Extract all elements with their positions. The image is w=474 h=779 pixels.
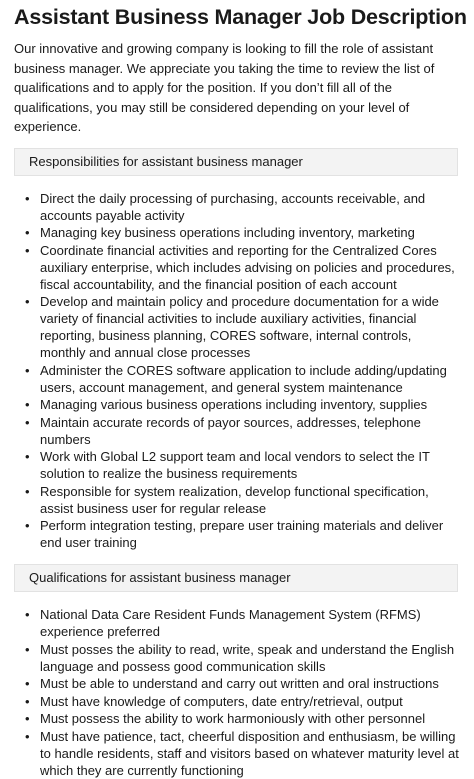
list-item bbox=[24, 606, 460, 640]
list-item bbox=[24, 728, 460, 779]
list-item-text: Work with Global L2 support team and local vendors to select the IT solution to realize the business requirements bbox=[40, 449, 430, 481]
list-item bbox=[24, 396, 460, 413]
list-item-text: Managing key business operations including inventory, marketing bbox=[40, 225, 415, 240]
list-item bbox=[24, 641, 460, 675]
list-item bbox=[24, 414, 460, 448]
bullet-icon: • bbox=[25, 225, 30, 240]
list-item-text: Administer the CORES software application to include adding/updating users, account management, and general system maintenance bbox=[40, 362, 447, 395]
list-item bbox=[24, 224, 460, 241]
bullet-icon: • bbox=[25, 483, 30, 499]
responsibilities-list bbox=[24, 190, 460, 552]
bullet-icon: • bbox=[25, 449, 30, 464]
list-item bbox=[24, 675, 460, 692]
list-item-text: Develop and maintain policy and procedure documentation for a wide variety of financial activities to include auxiliary activities, financial reporting, business planning, CORES software, internal controls, monthly and annual close processes bbox=[40, 294, 439, 360]
list-item-text: Responsible for system realization, develop functional specification, assist business user for regular release bbox=[40, 483, 429, 516]
bullet-icon: • bbox=[25, 414, 30, 430]
bullet-icon: • bbox=[25, 607, 30, 622]
list-item-text: Direct the daily processing of purchasing, accounts receivable, and accounts payable activity bbox=[40, 190, 426, 223]
bullet-icon: • bbox=[25, 294, 30, 309]
intro-paragraph: Our innovative and growing company is looking to fill the role of assistant business manager. We appreciate you taking the time to review the list of qualifications and to apply for the position. If you don’t fill all of the qualifications, you may still be considered depending on your level of experience. bbox=[14, 41, 435, 134]
bullet-icon: • bbox=[25, 190, 30, 206]
list-item bbox=[24, 362, 460, 396]
list-item-text: Must have patience, tact, cheerful disposition and enthusiasm, be willing to handle residents, staff and visitors based on whatever maturity level at which they are currently functioning bbox=[40, 728, 459, 778]
list-item bbox=[24, 448, 460, 482]
bullet-icon: • bbox=[25, 676, 30, 691]
list-item bbox=[24, 190, 460, 224]
list-item bbox=[24, 693, 460, 710]
bullet-icon: • bbox=[25, 397, 30, 412]
list-item-text: Must possess the ability to work harmoniously with other personnel bbox=[40, 711, 426, 726]
bullet-icon: • bbox=[25, 242, 30, 258]
bullet-icon: • bbox=[25, 693, 30, 709]
list-item bbox=[24, 517, 460, 551]
responsibilities-heading: Responsibilities for assistant business manager bbox=[14, 148, 458, 176]
bullet-icon: • bbox=[25, 518, 30, 533]
bullet-icon: • bbox=[25, 728, 30, 744]
list-item-text: Coordinate financial activities and reporting for the Centralized Cores auxiliary enterprise, which includes advising on policies and procedures, fiscal accountability, and the financial position of each account bbox=[40, 242, 455, 292]
bullet-icon: • bbox=[25, 641, 30, 657]
list-item bbox=[24, 483, 460, 517]
list-item-text: Must be able to understand and carry out written and oral instructions bbox=[40, 676, 439, 691]
list-item-text: Must have knowledge of computers, date entry/retrieval, output bbox=[40, 693, 403, 709]
list-item-text: Must posses the ability to read, write, speak and understand the English language and possess good communication skills bbox=[40, 641, 455, 674]
bullet-icon: • bbox=[25, 711, 30, 726]
list-item bbox=[24, 293, 460, 361]
qualifications-heading: Qualifications for assistant business manager bbox=[14, 564, 458, 592]
list-item-text: National Data Care Resident Funds Management System (RFMS) experience preferred bbox=[40, 607, 421, 639]
list-item-text: Perform integration testing, prepare user training materials and deliver end user training bbox=[40, 518, 444, 550]
page-title: Assistant Business Manager Job Description bbox=[14, 5, 467, 29]
list-item bbox=[24, 242, 460, 293]
bullet-icon: • bbox=[25, 362, 30, 378]
qualifications-list bbox=[24, 606, 460, 779]
list-item-text: Managing various business operations including inventory, supplies bbox=[40, 397, 428, 412]
list-item bbox=[24, 710, 460, 727]
list-item-text: Maintain accurate records of payor sources, addresses, telephone numbers bbox=[40, 414, 421, 447]
